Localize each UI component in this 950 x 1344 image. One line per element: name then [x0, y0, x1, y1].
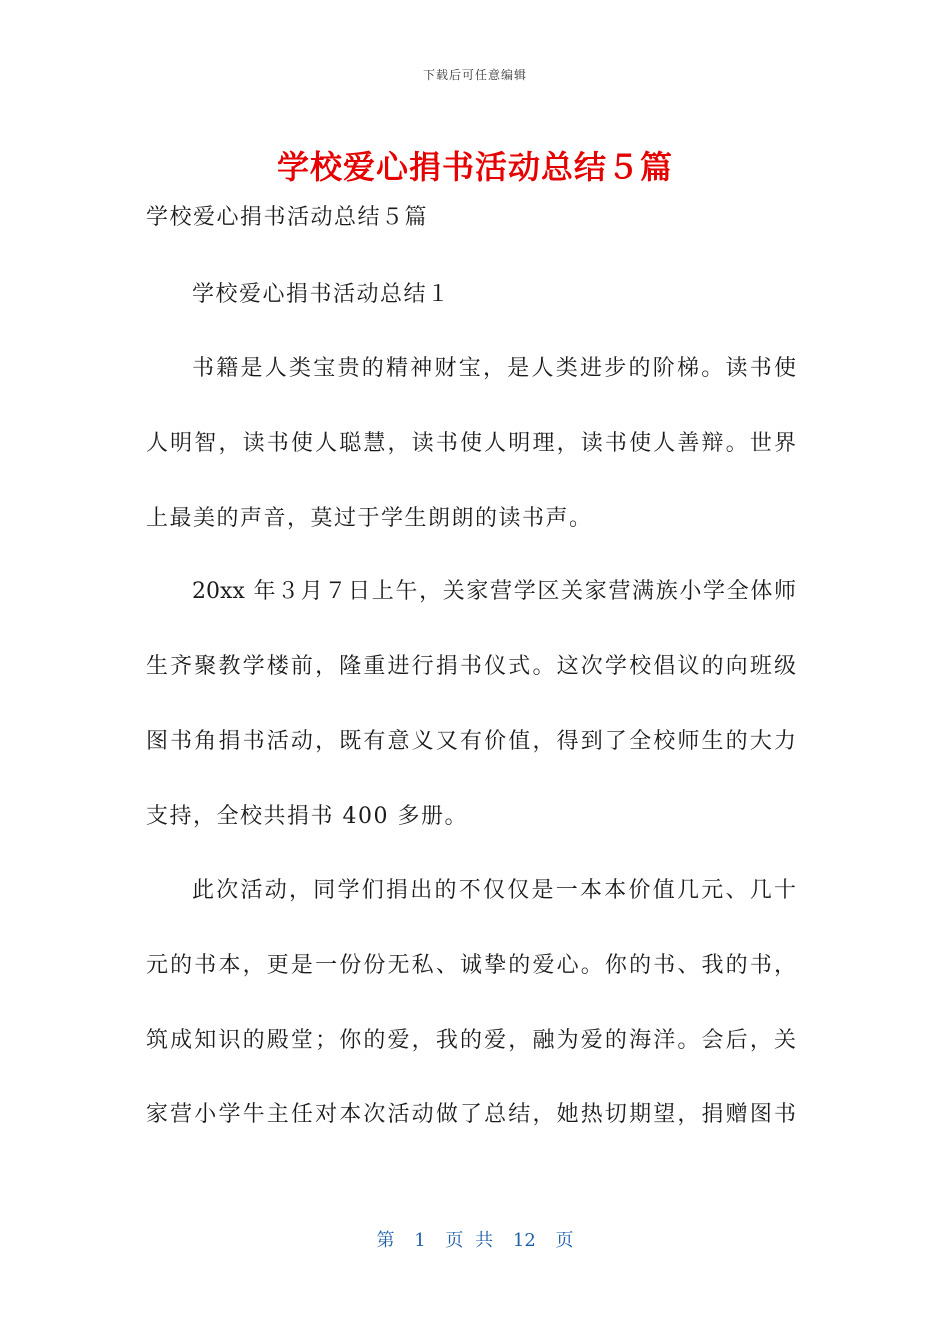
header-note: 下载后可任意编辑 — [422, 68, 527, 82]
footer-prefix: 第 — [376, 1230, 395, 1251]
footer-suffix: 页 — [555, 1230, 574, 1251]
paragraph-line: 20xx 年３月７日上午，关家营学区关家营满族小学全体师 — [192, 579, 796, 604]
paragraph-line: 人明智，读书使人聪慧，读书使人明理，读书使人善辩。世界 — [146, 431, 796, 456]
footer-mid: 页 共 — [445, 1230, 494, 1251]
subtitle-line: 学校爱心捐书活动总结５篇 — [146, 205, 429, 230]
paragraph-line: 图书角捐书活动，既有意义又有价值，得到了全校师生的大力 — [146, 729, 796, 754]
paragraph-line: 筑成知识的殿堂；你的爱，我的爱，融为爱的海洋。会后，关 — [146, 1028, 796, 1053]
page-footer — [0, 1226, 950, 1252]
current-page-number: 1 — [414, 1230, 426, 1251]
paragraph-line: 此次活动，同学们捐出的不仅仅是一本本价值几元、几十 — [192, 878, 796, 903]
document-title: 学校爱心捐书活动总结５篇 — [276, 148, 673, 186]
total-pages: 12 — [512, 1230, 536, 1251]
paragraph-line: 家营小学牛主任对本次活动做了总结，她热切期望，捐赠图书 — [146, 1102, 796, 1127]
paragraph-line: 支持，全校共捐书 400 多册。 — [146, 804, 468, 829]
paragraph-line: 书籍是人类宝贵的精神财宝，是人类进步的阶梯。读书使 — [192, 356, 796, 381]
section-heading: 学校爱心捐书活动总结１ — [192, 282, 451, 307]
paragraph-line: 元的书本，更是一份份无私、诚挚的爱心。你的书、我的书， — [146, 953, 796, 978]
paragraph-line: 生齐聚教学楼前，隆重进行捐书仪式。这次学校倡议的向班级 — [146, 654, 796, 679]
paragraph-line: 上最美的声音，莫过于学生朗朗的读书声。 — [146, 506, 593, 531]
